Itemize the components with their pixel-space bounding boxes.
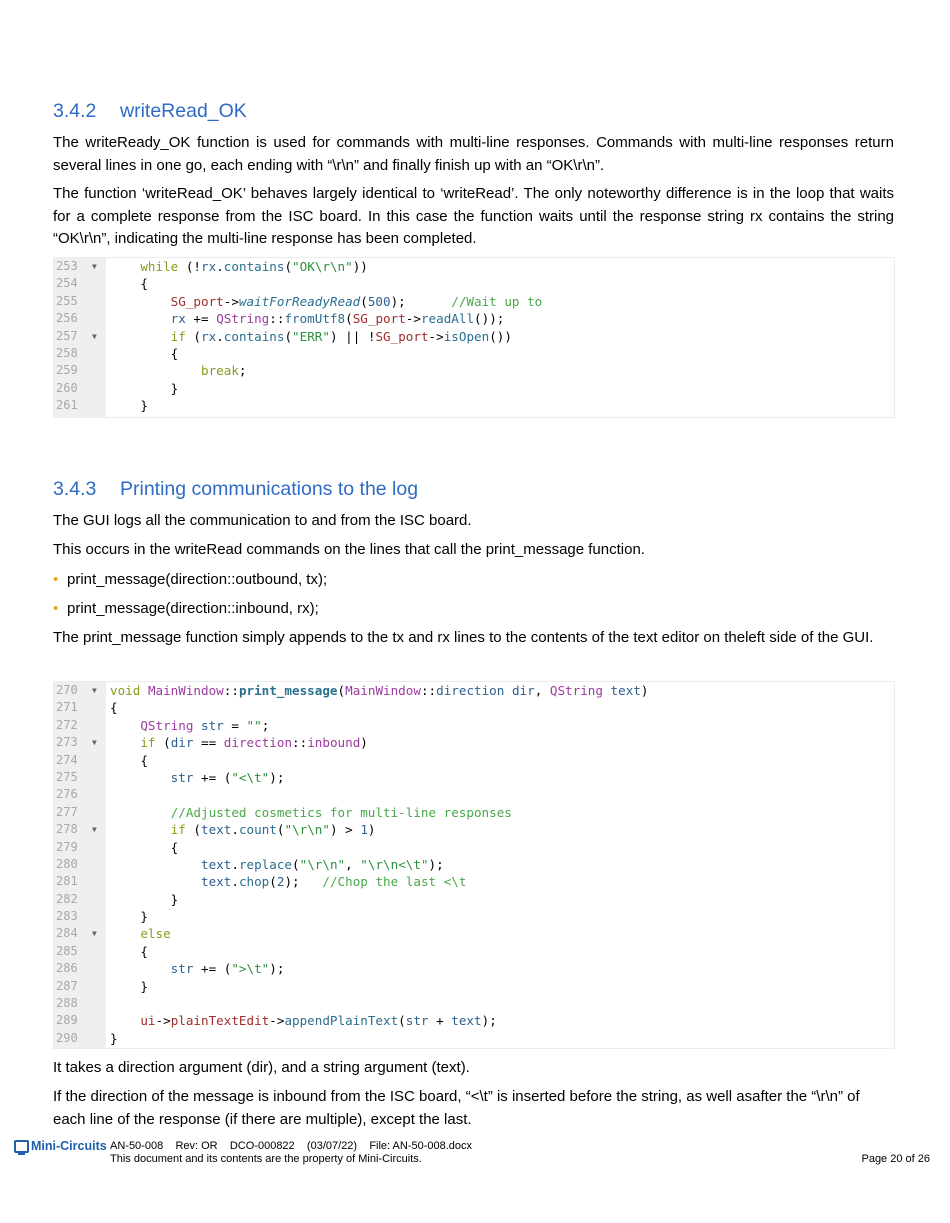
line-number: 277 (56, 804, 78, 819)
monitor-icon (14, 1140, 29, 1153)
line-number: 272 (56, 717, 78, 732)
bullet-dot-icon: • (53, 600, 59, 617)
section-number: 3.4.3 (53, 478, 97, 500)
paragraph: If the direction of the message is inbound from the ISC board, “<\t” is inserted before the string, as well asafter the “\r\n” of each line of the response (if there are multiple), except the last. (53, 1088, 860, 1128)
code-line: 273 ▼ if (dir == direction::inbound) (56, 735, 368, 751)
fold-arrow-icon[interactable]: ▼ (92, 331, 97, 341)
fold-arrow-icon[interactable]: ▼ (92, 262, 97, 271)
code-line: 285 { (56, 943, 148, 959)
code-line: 261 } (56, 398, 148, 414)
line-number: 270 (56, 683, 78, 697)
line-number: 260 (56, 380, 78, 395)
line-number: 290 (56, 1030, 78, 1045)
code-line: 254 { (56, 276, 148, 292)
line-number: 287 (56, 978, 78, 993)
code-line: 282 } (56, 891, 179, 907)
bullet-text: print_message(direction::outbound, tx); (67, 571, 328, 588)
logo-text: Mini-Circuits (31, 1139, 107, 1153)
section-heading-3-4-2 (53, 100, 247, 123)
code-line: 278 ▼ if (text.count("\r\n") > 1) (56, 822, 376, 838)
code-line: 271 { (56, 700, 118, 716)
paragraph: This occurs in the writeRead commands on the lines that call the print_message function. (53, 541, 645, 558)
code-line: 284 ▼ else (56, 926, 171, 942)
line-number: 286 (56, 961, 78, 976)
dco-number: DCO-000822 (229, 1140, 295, 1152)
code-line: 260 } (56, 380, 179, 396)
line-number: 285 (56, 943, 78, 958)
line-number: 258 (56, 345, 78, 360)
section-title: Printing communications to the log (120, 478, 419, 500)
line-number: 280 (56, 856, 78, 871)
line-number: 276 (56, 787, 78, 802)
code-line: 256 rx += QString::fromUtf8(SG_port->readAll()); (56, 311, 505, 327)
code-block (53, 681, 895, 1049)
line-number: 253 (56, 259, 78, 273)
line-number: 282 (56, 891, 78, 906)
line-number: 273 (56, 735, 78, 750)
file-name: File: AN-50-008.docx (369, 1140, 473, 1152)
page-number: Page 20 of 26 (861, 1153, 930, 1165)
code-line: 274 { (56, 752, 148, 768)
section-number: 3.4.2 (53, 100, 97, 122)
paragraph: The function ‘writeRead_OK’ behaves largely identical to ‘writeRead’. The only noteworthy difference is in the loop that waits for a complete response from the ISC board. In this case the function waits until the response string rx contains the string “OK\r\n”, indicating the multi-line response has been completed. (53, 185, 894, 247)
paragraph: The writeReady_OK function is used for commands with multi-line responses. Commands with multi-line responses return several lines in one go, each ending with “\r\n” and finally finish up with an “OK\r\n”. (53, 134, 894, 174)
code-line: 290 } (56, 1030, 118, 1046)
code-line (54, 786, 894, 803)
code-line: 253 ▼ while (!rx.contains("OK\r\n")) (56, 259, 368, 274)
doc-date: (03/07/22) (306, 1140, 358, 1152)
code-line: 277 //Adjusted cosmetics for multi-line responses (56, 804, 512, 820)
code-line: 289 ui->plainTextEdit->appendPlainText(str + text); (56, 1013, 497, 1029)
line-number: 256 (56, 311, 78, 326)
line-number: 255 (56, 293, 78, 308)
line-number: 283 (56, 909, 78, 924)
code-line: 280 text.replace("\r\n", "\r\n<\t"); (56, 856, 444, 872)
company-logo (14, 1139, 107, 1153)
line-number: 289 (56, 1013, 78, 1028)
line-number: 288 (56, 996, 78, 1011)
paragraph: The GUI logs all the communication to and from the ISC board. (53, 512, 472, 529)
line-number: 261 (56, 398, 78, 413)
footer-notice: This document and its contents are the property of Mini-Circuits. (110, 1153, 422, 1165)
bullet-dot-icon: • (53, 571, 59, 588)
code-block (53, 257, 895, 418)
code-line: 281 text.chop(2); //Chop the last <\t (56, 874, 467, 890)
bullet-item (53, 569, 327, 591)
line-number: 275 (56, 769, 78, 784)
line-number: 284 (56, 926, 78, 941)
paragraph: It takes a direction argument (dir), and a string argument (text). (53, 1059, 470, 1076)
footer-doc-info (110, 1140, 472, 1153)
code-line: 279 { (56, 839, 179, 855)
code-line: 272 QString str = ""; (56, 717, 270, 733)
code-line: 275 str += ("<\t"); (56, 769, 285, 785)
code-line (54, 995, 894, 1012)
bullet-item (53, 598, 319, 620)
fold-arrow-icon[interactable]: ▼ (92, 738, 97, 748)
code-line: 287 } (56, 978, 148, 994)
line-number: 281 (56, 874, 78, 889)
line-number: 259 (56, 363, 78, 378)
code-line: 258 { (56, 345, 179, 361)
fold-arrow-icon[interactable]: ▼ (92, 686, 97, 695)
section-title: writeRead_OK (120, 100, 247, 122)
line-number: 278 (56, 822, 78, 837)
code-line: 283 } (56, 909, 148, 925)
line-number: 271 (56, 700, 78, 715)
section-heading-3-4-3 (53, 478, 418, 501)
fold-arrow-icon[interactable]: ▼ (92, 825, 97, 835)
paragraph: The print_message function simply appends to the tx and rx lines to the contents of the text editor on theleft side of the GUI. (53, 629, 874, 646)
line-number: 274 (56, 752, 78, 767)
revision: Rev: OR (175, 1140, 218, 1152)
fold-arrow-icon[interactable]: ▼ (92, 929, 97, 939)
line-number: 257 (56, 328, 78, 343)
bullet-text: print_message(direction::inbound, rx); (67, 600, 319, 617)
code-line: 270 ▼ void MainWindow::print_message(MainWindow::direction dir, QString text) (56, 683, 649, 698)
code-line: 255 SG_port->waitForReadyRead(500); //Wait up to (56, 293, 543, 309)
code-line: 257 ▼ if (rx.contains("ERR") || !SG_port->isOpen()) (56, 328, 512, 344)
line-number: 254 (56, 276, 78, 291)
code-line: 286 str += (">\t"); (56, 961, 285, 977)
doc-number: AN-50-008 (110, 1140, 164, 1152)
code-line: 259 break; (56, 363, 247, 379)
line-number: 279 (56, 839, 78, 854)
